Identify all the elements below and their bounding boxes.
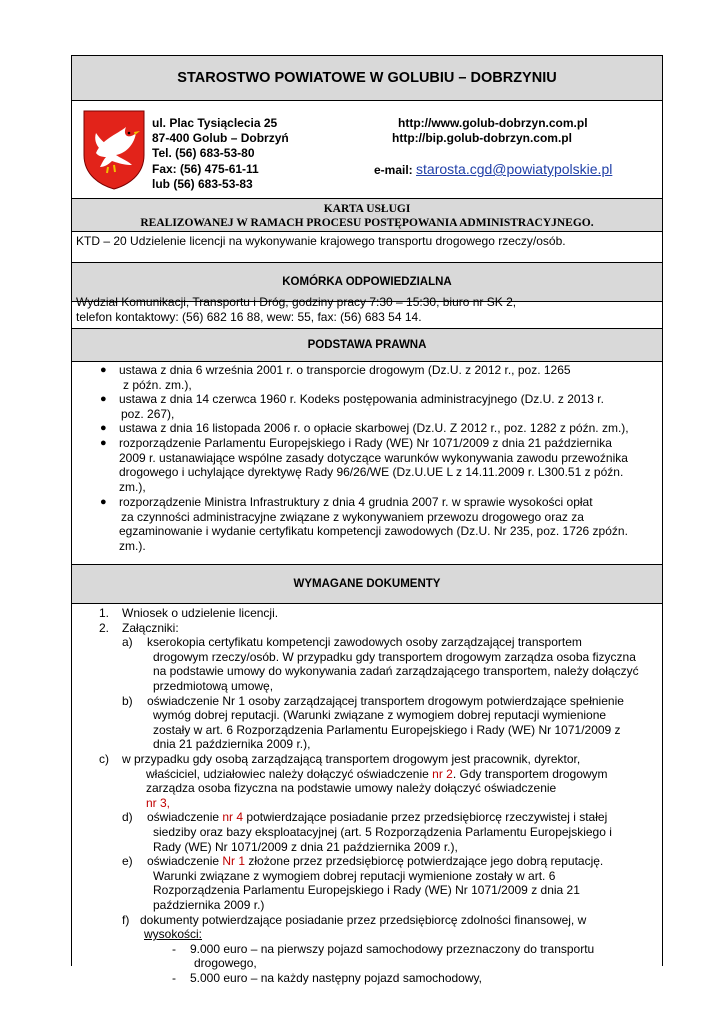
unit-line-1: Wydział Komunikacji, Transportu i Dróg, godziny pracy 7:30 – 15:30, biuro nr SK 2, [76,295,517,309]
email-label: e-mail: [374,163,413,177]
attachment-b: oświadczenie Nr 1 osoby zarządzającej transportem drogowym potwierdzające spełnienie wymóg dobrej reputacji. (Warunki związane z wymogiem dobrej reputacji wymienione zostały w art. 6 Rozporządzenia Parlamentu Europejskiego i Rady (WE) Nr 1071/2009 z dnia 21 października 2009 r.), [147,693,624,752]
fax: Fax: (56) 475-61-11 [152,162,259,176]
office-title: STAROSTWO POWIATOWE W GOLUBIU – DOBRZYNIU [72,56,662,101]
bip-link[interactable]: http://bip.golub-dobrzyn.com.pl [392,131,572,145]
bullet-icon: ● [100,364,107,376]
bullet-icon: ● [100,393,107,405]
service-name: KTD – 20 Udzielenie licencji na wykonywanie krajowego transportu drogowego rzeczy/osób. [76,234,566,248]
email-link[interactable]: starosta.cgd@powiatypolskie.pl [416,161,613,177]
fax-alt: lub (56) 683-53-83 [152,177,253,191]
attachment-d: oświadczenie nr 4 potwierdzające posiadanie przez przedsiębiorcę rzeczywistej i stałej siedziby oraz bazy eksploatacyjnej (art. 5 Rozporządzenia Parlamentu Europejskiego i Rady (WE) Nr 1071/2009 z dnia 21 października 2009 r.), [147,810,612,854]
attachment-c: w przypadku gdy osobą zarządzającą transportem drogowym jest pracownik, dyrektor, właściciel, udziałowiec należy dołączyć oświadczenie nr 2. Gdy transportem drogowym zarządza osoba fizyczna na podstawie umowy należy dołączyć oświadczenie nr 3, [122,752,608,810]
finance-item: 5.000 euro – na każdy następny pojazd samochodowy, [190,971,482,985]
legal-item: ● ustawa z dnia 6 września 2001 r. o transporcie drogowym (Dz.U. z 2012 r., poz. 1265 z późn. zm.), [100,363,571,392]
phone: Tel. (56) 683-53-80 [152,146,255,160]
address-street: ul. Plac Tysiąclecia 25 [152,116,278,130]
unit-line-2: telefon kontaktowy: (56) 682 16 88, wew: 55, fax: (56) 683 54 14. [76,310,422,324]
card-heading-2: REALIZOWANEJ W RAMACH PROCESU POSTĘPOWANIA ADMINISTRACYJNEGO. [140,217,594,229]
attachment-f: dokumenty potwierdzające posiadanie przez przedsiębiorcę zdolności finansowej, w wysokości: [140,912,587,942]
bullet-icon: ● [100,496,107,508]
bullet-icon: ● [100,422,107,434]
address-city: 87-400 Golub – Dobrzyń [152,131,289,145]
attachment-a: kserokopia certyfikatu kompetencji zawodowych osoby zarządzającej transportem drogowym rzeczy/osób. W przypadku gdy transportem drogowym zarządza osoba fizyczna na podstawie umowy do wykonywania zadań zarządzającego transportem, należy dołączyć przedmiotową umowę, [147,635,639,693]
legal-item: ● rozporządzenie Parlamentu Europejskiego i Rady (WE) Nr 1071/2009 z dnia 21 października 2009 r. ustanawiające wspólne zasady dotyczące warunków wykonywania zawodu przewoźnika drogowego i uchylające dyrektywę Rady 96/26/WE (Dz.U.UE L z 14.11.2009 r. L300.51 z późn. zm.), [100,436,628,494]
document-frame: STAROSTWO POWIATOWE W GOLUBIU – DOBRZYNIU ul. Plac Tysiąclecia 25 87-400 Golub – Dobrzyń Tel. (56) 683-53-80 Fax: (56) 475-61-11 lub (56) 683-53-83 http://www.golub-dobrzyn.com.pl http://bip.golub-dobrzyn.com.pl e-mail: starosta.cgd@powiatypolskie.pl KARTA USŁUGI REALIZOWANEJ W RAMACH PROCESU POSTĘPOWANIA ADMINISTRACYJNEGO. KTD – 20 Udzielenie licencji na wykonywanie krajowego transportu drogowego rzeczy/osób. KOMÓRKA ODPOWIEDZIALNA Wydział Komunikacji, Transportu i Dróg, godziny pracy 7:30 – 15:30, biuro nr SK 2, telefon kontaktowy: (56) 682 16 88, wew: 55, fax: (56) 683 54 14. PODSTAWA PRAWNA ● ustawa z dnia 6 września 2001 r. o transporcie drogowym (Dz.U. z 2012 r., poz. 1265 z późn. zm.), ● ustawa z dnia 14 czerwca 1960 r. Kodeks postępowania administracyjnego (Dz.U. z 2013 r. poz. 267), ● ustawa z dnia 16 listopada 2006 r. o opłacie skarbowej (Dz.U. Z 2012 r., poz. 1282 z późn. zm.), ● rozporządzenie Parlamentu Europejskiego i Rady (WE) Nr 1071/2009 z dnia 21 października 2009 r. ustanawiające wspólne zasady dotyczące warunków wykonywania zawodu przewoźnika drogowego i uchylające dyrektywę Rady 96/26/WE (Dz.U.UE L z 14.11.2009 r. L300.51 z późn. zm.), ● rozporządzenie Ministra Infrastruktury z dnia 4 grudnia 2007 r. w sprawie wysokości opłat za czynności administracyjne związane z wykonywaniem przewozu drogowego oraz za egzaminowanie i wydanie certyfikatu kompetencji zawodowych (Dz.U. Nr 235, poz. 1726 zpóźn. zm.). WYMAGANE DOKUMENTY 1. Wniosek o udzielenie licencji. 2. Załączniki: a) kserokopia certyfikatu kompetencji zawodowych osoby zarządzającej transportem drogowym rzeczy/osób. W przypadku gdy transportem drogowym zarządza osoba fizyczna na podstawie umowy do wykonywania zadań zarządzającego transportem, należy dołączyć przedmiotową umowę, b) oświadczenie Nr 1 osoby zarządzającej transportem drogowym potwierdzające spełnienie wymóg dobrej reputacji. (Warunki związane z wymogiem dobrej reputacji wymienione zostały w art. 6 Rozporządzenia Parlamentu Europejskiego i Rady (WE) Nr 1071/2009 z dnia 21 października 2009 r.), c) w przypadku gdy osobą zarządzającą transportem drogowym jest pracownik, dyrektor, właściciel, udziałowiec należy dołączyć oświadczenie nr 2. Gdy transportem drogowym zarządza osoba fizyczna na podstawie umowy należy dołączyć oświadczenie nr 3, d) oświadczenie nr 4 potwierdzające posiadanie przez przedsiębiorcę rzeczywistej i stałej siedziby oraz bazy eksploatacyjnej (art. 5 Rozporządzenia Parlamentu Europejskiego i Rady (WE) Nr 1071/2009 z dnia 21 października 2009 r.), e) oświadczenie Nr 1 złożone przez przedsiębiorcę potwierdzające jego dobrą reputację. Warunki związane z wymogiem dobrej reputacji wymienione zostały w art. 6 Rozporządzenia Parlamentu Europejskiego i Rady (WE) Nr 1071/2009 z dnia 21 października 2009 r.) f) dokumenty potwierdzające posiadanie przez przedsiębiorcę zdolności finansowej, w wysokości: - 9.000 euro – na pierwszy pojazd samochodowy przeznaczony do transportu drogowego, - 5.000 euro – na każdy następny pojazd samochodowy, [71,55,663,966]
email-row [374,161,612,177]
legal-item: ● ustawa z dnia 14 czerwca 1960 r. Kodeks postępowania administracyjnego (Dz.U. z 2013 r. poz. 267), [100,392,604,421]
office-header [72,101,662,198]
legal-heading: PODSTAWA PRAWNA [72,328,662,362]
coat-of-arms-icon [82,109,146,191]
service-card-heading [72,198,662,232]
legal-item: ● rozporządzenie Ministra Infrastruktury z dnia 4 grudnia 2007 r. w sprawie wysokości opłat za czynności administracyjne związane z wykonywaniem przewozu drogowego oraz za egzaminowanie i wydanie certyfikatu kompetencji zawodowych (Dz.U. Nr 235, poz. 1726 zpóźn. zm.). [100,495,628,553]
legal-item: ● ustawa z dnia 16 listopada 2006 r. o opłacie skarbowej (Dz.U. Z 2012 r., poz. 1282 z późn. zm.), [100,421,629,435]
doc-item-1: Wniosek o udzielenie licencji. [122,606,279,620]
attachment-e: oświadczenie Nr 1 złożone przez przedsiębiorcę potwierdzające jego dobrą reputację. Warunki związane z wymogiem dobrej reputacji wymienione zostały w art. 6 Rozporządzenia Parlamentu Europejskiego i Rady (WE) Nr 1071/2009 z dnia 21 października 2009 r.) [147,854,604,912]
unit-heading: KOMÓRKA ODPOWIEDZIALNA [72,262,662,302]
finance-item: 9.000 euro – na pierwszy pojazd samochodowy przeznaczony do transportu drogowego, [190,941,595,971]
website-link[interactable]: http://www.golub-dobrzyn.com.pl [398,116,588,130]
card-heading-1: KARTA USŁUGI [323,203,411,215]
doc-item-2: Załączniki: [122,620,179,635]
bullet-icon: ● [100,437,107,449]
documents-heading: WYMAGANE DOKUMENTY [72,564,662,604]
